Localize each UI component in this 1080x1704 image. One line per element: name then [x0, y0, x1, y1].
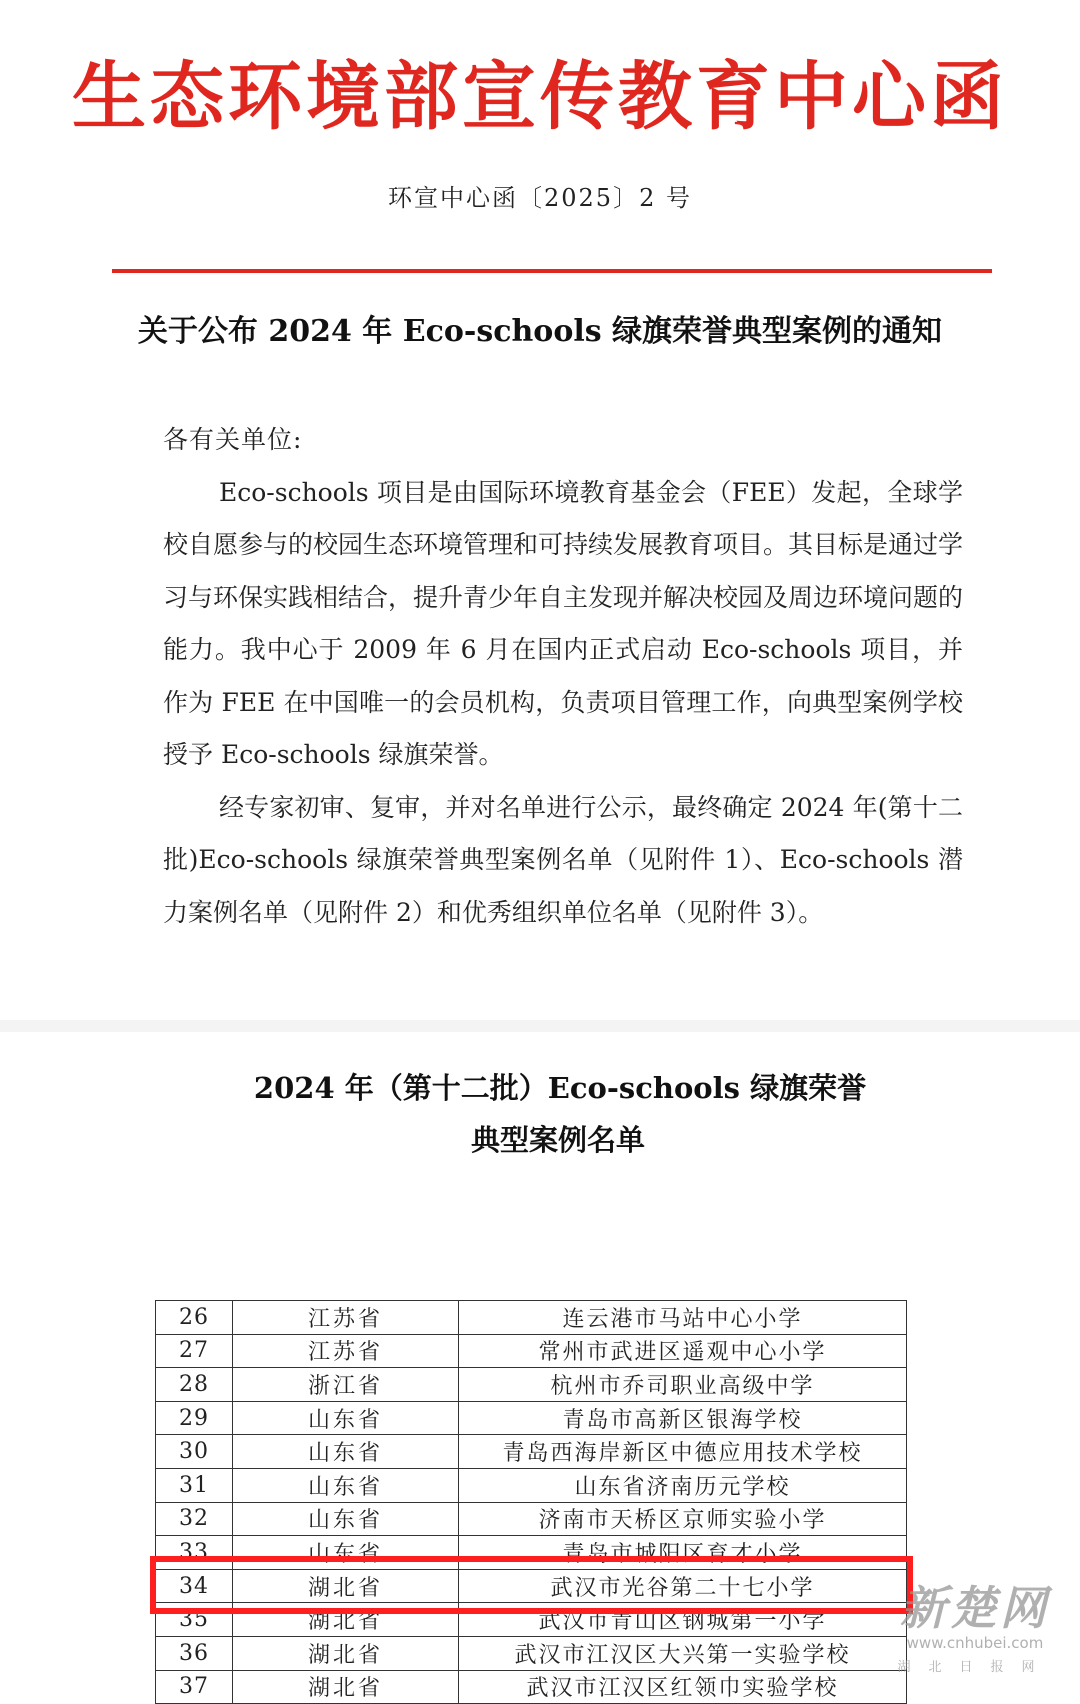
- table-row: [156, 1503, 906, 1537]
- row-school: 常州市武进区遥观中心小学: [538, 1340, 827, 1366]
- row-school: 武汉市江汉区大兴第一实验学校: [514, 1642, 851, 1668]
- row-number: 33: [156, 1536, 233, 1569]
- notice-title: 关于公布 2024 年 Eco-schools 绿旗荣誉典型案例的通知: [137, 314, 943, 349]
- row-province: 江苏省: [233, 1301, 459, 1334]
- row-number: 37: [156, 1671, 233, 1704]
- row-province: 山东省: [233, 1435, 459, 1468]
- watermark-subtitle: 湖北日报网: [897, 1660, 1053, 1675]
- list-title-line1: 2024 年（第十二批）Eco-schools 绿旗荣誉: [253, 1071, 867, 1105]
- news-watermark: [880, 1572, 1070, 1682]
- table-row: [156, 1671, 906, 1704]
- table-row: [156, 1335, 906, 1369]
- row-province: 湖北省: [233, 1637, 459, 1670]
- row-number: 29: [156, 1402, 233, 1435]
- row-number: 32: [156, 1503, 233, 1536]
- case-list-table: [155, 1300, 907, 1704]
- row-school: 杭州市乔司职业高级中学: [550, 1373, 815, 1399]
- table-row: [156, 1368, 906, 1402]
- masthead-title: 生态环境部宣传教育中心函: [72, 54, 1008, 140]
- table-row: [156, 1435, 906, 1469]
- page-break-band: [0, 1020, 1080, 1032]
- paragraph-1: Eco-schools 项目是由国际环境教育基金会（FEE）发起，全球学校自愿参与的校园生态环境管理和可持续发展教育项目。其目标是通过学习与环保实践相结合，提升青少年自主发现并解决校园及周边环境问题的能力。我中心于 2009 年 6 月在国内正式启动 Eco-schools 项目，并作为 FEE 在中国唯一的会员机构，负责项目管理工作，向典型案例学校授予 Eco-schools 绿旗荣誉。: [163, 477, 964, 769]
- row-province: 浙江省: [233, 1368, 459, 1401]
- list-title: [0, 1062, 1080, 1166]
- row-school: 武汉市青山区钢城第一小学: [538, 1609, 827, 1635]
- row-number: 26: [156, 1301, 233, 1334]
- row-province: 江苏省: [233, 1335, 459, 1368]
- row-province: 山东省: [233, 1503, 459, 1536]
- row-school: 连云港市马站中心小学: [562, 1306, 803, 1332]
- row-province: 山东省: [233, 1536, 459, 1569]
- row-school: 青岛市高新区银海学校: [562, 1407, 803, 1433]
- row-school: 青岛西海岸新区中德应用技术学校: [502, 1441, 863, 1467]
- row-number: 35: [156, 1603, 233, 1636]
- table-row: [156, 1402, 906, 1436]
- table-row: [156, 1301, 906, 1335]
- row-province: 湖北省: [233, 1671, 459, 1704]
- row-school: 济南市天桥区京师实验小学: [538, 1508, 827, 1534]
- row-province: 湖北省: [233, 1570, 459, 1603]
- row-school: 武汉市江汉区红领巾实验学校: [526, 1676, 839, 1702]
- watermark-logo: 新楚网: [900, 1581, 1050, 1635]
- row-number: 28: [156, 1368, 233, 1401]
- table-row: [156, 1637, 906, 1671]
- row-number: 31: [156, 1469, 233, 1502]
- row-number: 27: [156, 1335, 233, 1368]
- document-number: 环宣中心函〔2025〕2 号: [388, 184, 692, 212]
- row-number: 30: [156, 1435, 233, 1468]
- row-province: 山东省: [233, 1402, 459, 1435]
- notice-body: [163, 414, 963, 939]
- salutation: 各有关单位:: [163, 425, 303, 454]
- watermark-url: www.cnhubei.com: [906, 1634, 1044, 1652]
- row-number: 36: [156, 1637, 233, 1670]
- row-school: 山东省济南历元学校: [574, 1474, 791, 1500]
- table-row: [156, 1469, 906, 1503]
- row-province: 湖北省: [233, 1603, 459, 1636]
- paragraph-2: 经专家初审、复审，并对名单进行公示，最终确定 2024 年(第十二批)Eco-schools 绿旗荣誉典型案例名单（见附件 1）、Eco-schools 潜力案例名单（见附件 2）和优秀组织单位名单（见附件 3）。: [163, 792, 963, 927]
- row-school: 武汉市光谷第二十七小学: [550, 1575, 815, 1601]
- highlight-box: [150, 1556, 913, 1614]
- row-province: 山东省: [233, 1469, 459, 1502]
- list-title-line2: 典型案例名单: [470, 1123, 645, 1157]
- row-number: 34: [156, 1570, 233, 1603]
- row-school: 青岛市城阳区育才小学: [562, 1541, 803, 1567]
- red-divider-line: [112, 269, 992, 273]
